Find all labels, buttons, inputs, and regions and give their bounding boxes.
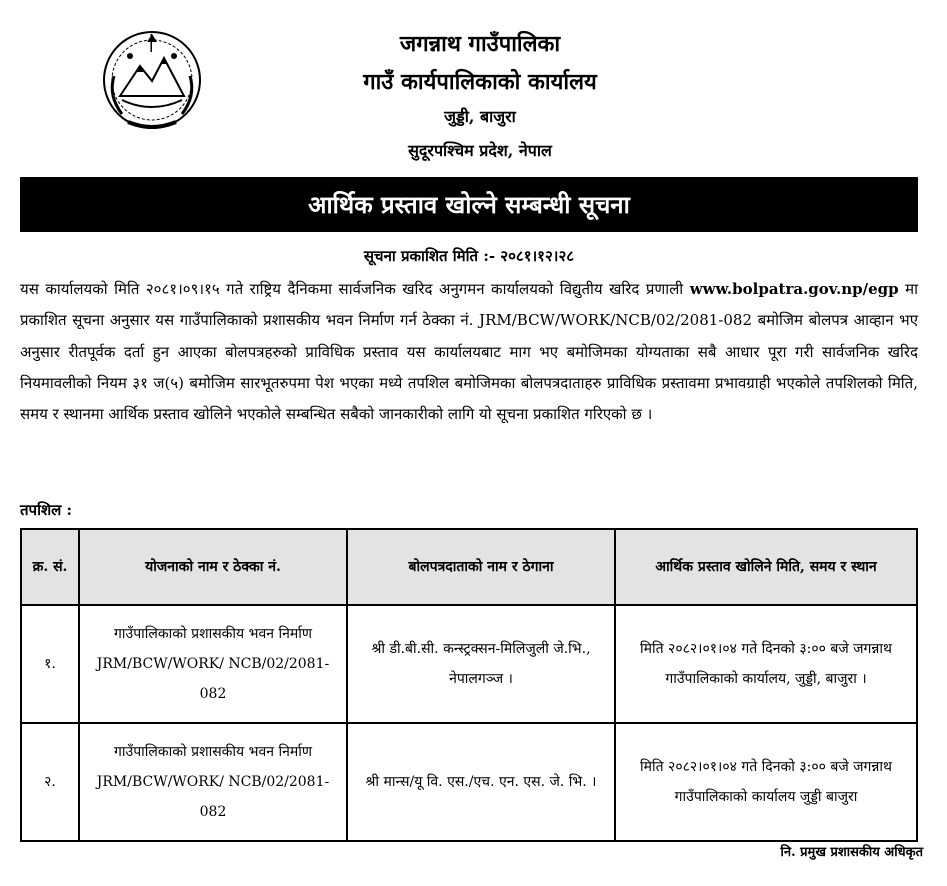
office-name: जगन्नाथ गाउँपालिका — [399, 31, 561, 57]
col-header-project: योजनाको नाम र ठेक्का नं. — [79, 529, 347, 605]
cell-bidder: श्री मान्स/यू वि. एस./एच. एन. एस. जे. भि. । — [347, 723, 615, 841]
notice-body-part1: यस कार्यालयको मिति २०८१।०९।१५ गते राष्ट्रिय दैनिकमा सार्वजनिक खरिद अनुगमन कार्यालयको विद्युतीय खरिद प्रणाली — [20, 280, 690, 298]
nepal-government-emblem-icon — [100, 26, 204, 138]
table-row — [21, 605, 917, 723]
cell-opening: मिति २०८२।०१।०४ गते दिनको ३:०० बजे जगन्नाथ गाउँपालिकाको कार्यालय, जुड्डी, बाजुरा । — [615, 605, 917, 723]
cell-project: गाउँपालिकाको प्रशासकीय भवन निर्माण JRM/BCW/WORK/ NCB/02/2081-082 — [79, 723, 347, 841]
notice-body-part2: मा प्रकाशित सूचना अनुसार यस गाउँपालिकाको प्रशासकीय भवन निर्माण गर्न ठेक्का नं. JRM/BCW/WORK/NCB/02/2081-082 बमोजिम बोलपत्र आव्हान भए अनुसार रीतपूर्वक दर्ता हुन आएका बोलपत्रहरुको प्राविधिक प्रस्ताव यस कार्यालयबाट माग भए बमोजिमका योग्यताका सबै आधार पूरा गरी सार्वजनिक खरिद नियमावलीको नियम ३१ ज(५) बमोजिम सारभूतरुपमा पेश भएका मध्ये तपशिल बमोजिमका बोलपत्रदाताहरु प्राविधिक प्रस्तावमा प्रभावग्राही भएकोले तपशिलको मिति, समय र स्थानमा आर्थिक प्रस्ताव खोलिने भएकोले सम्बन्धित सबैको जानकारीको लागि यो सूचना प्रकाशित गरिएको छ । — [20, 280, 918, 424]
published-date: सूचना प्रकाशित मिति :- २०८१।१२।२८ — [363, 247, 575, 265]
office-subtitle: गाउँ कार्यपालिकाको कार्यालय — [363, 69, 597, 95]
col-header-opening: आर्थिक प्रस्ताव खोलिने मिति, समय र स्थान — [615, 529, 917, 605]
cell-opening: मिति २०८२।०१।०४ गते दिनको ३:०० बजे जगन्नाथ गाउँपालिकाको कार्यालय जुड्डी बाजुरा — [615, 723, 917, 841]
col-header-bidder: बोलपत्रदाताको नाम र ठेगाना — [347, 529, 615, 605]
table-header-row — [21, 529, 917, 605]
col-header-serial: क्र. सं. — [21, 529, 79, 605]
notice-title-banner: आर्थिक प्रस्ताव खोल्ने सम्बन्धी सूचना — [20, 177, 918, 232]
schedule-label: तपशिल : — [20, 501, 73, 519]
cell-project: गाउँपालिकाको प्रशासकीय भवन निर्माण JRM/BCW/WORK/ NCB/02/2081-082 — [79, 605, 347, 723]
notice-body — [20, 274, 918, 430]
cell-bidder: श्री डी.बी.सी. कन्स्ट्रक्सन-मिलिजुली जे.भि., नेपालगञ्ज । — [347, 605, 615, 723]
cell-serial: २. — [21, 723, 79, 841]
signature-title: नि. प्रमुख प्रशासकीय अधिकृत — [780, 845, 923, 860]
egp-url-link[interactable]: www.bolpatra.gov.np/egp — [689, 280, 899, 298]
office-location: जुड्डी, बाजुरा — [444, 107, 516, 126]
details-table — [20, 528, 918, 842]
cell-serial: १. — [21, 605, 79, 723]
office-province: सुदूरपश्चिम प्रदेश, नेपाल — [408, 141, 552, 160]
table-row — [21, 723, 917, 841]
